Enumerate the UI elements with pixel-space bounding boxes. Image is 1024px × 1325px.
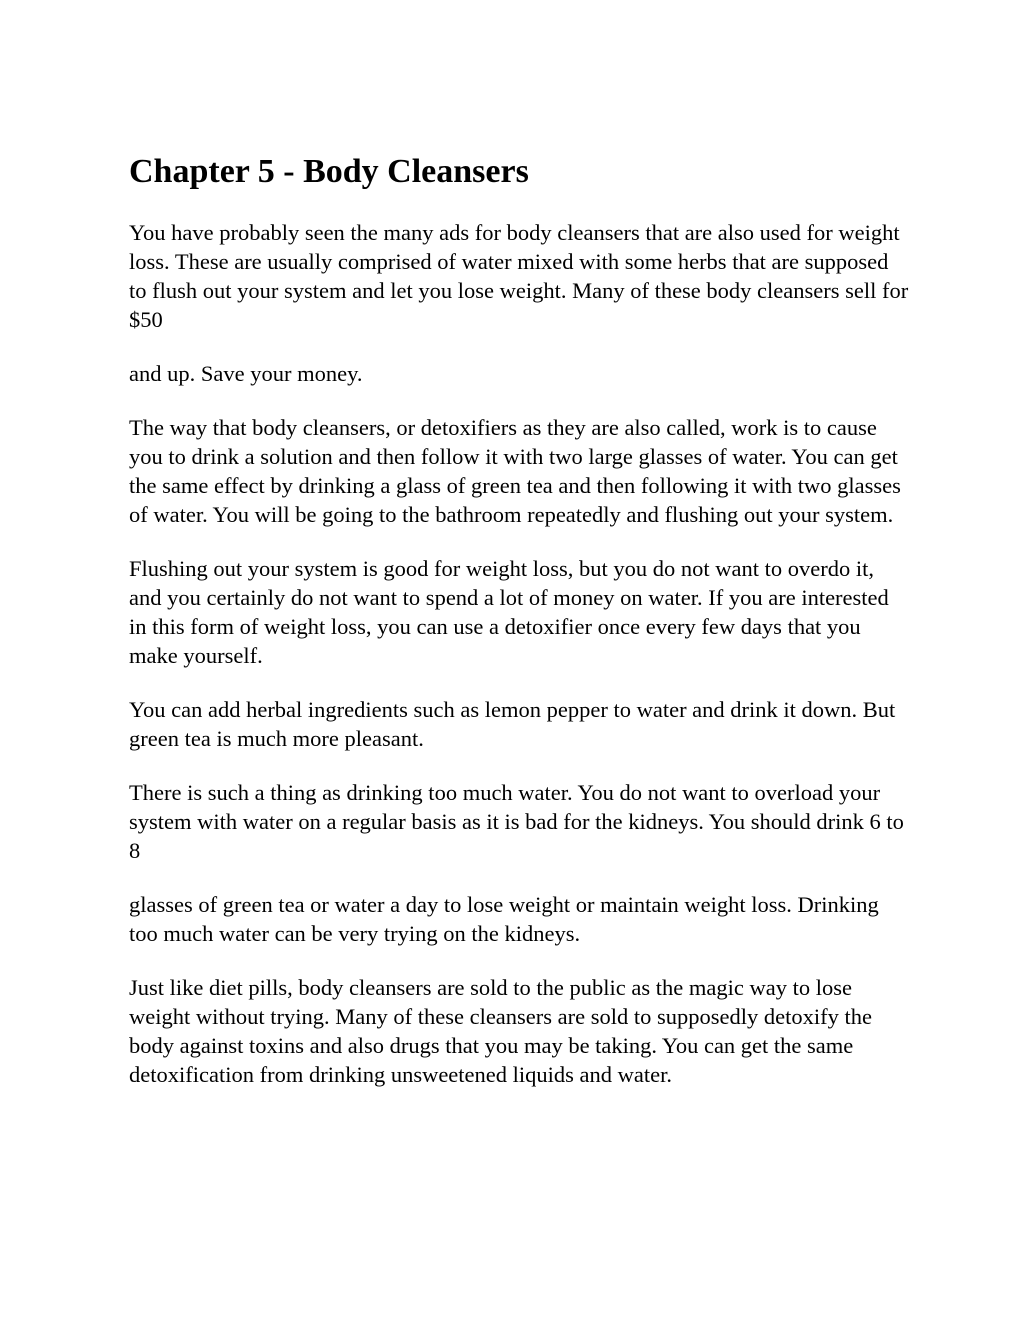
paragraph: Flushing out your system is good for weight loss, but you do not want to overdo it, and you certainly do not want to spend a lot of money on water. If you are interested in this form of weight loss, you can use a detoxifier once every few days that you make yourself. — [129, 556, 889, 668]
paragraph: Just like diet pills, body cleansers are sold to the public as the magic way to lose weight without trying. Many of these cleansers are sold to supposedly detoxify the body against toxins and also drugs that you may be taking. You can get the same detoxification from drinking unsweetened liquids and water. — [129, 975, 872, 1087]
paragraph: You can add herbal ingredients such as lemon pepper to water and drink it down. But green tea is much more pleasant. — [129, 697, 896, 751]
paragraph: glasses of green tea or water a day to lose weight or maintain weight loss. Drinking too much water can be very trying on the kidneys. — [129, 892, 879, 946]
paragraph: There is such a thing as drinking too much water. You do not want to overload your system with water on a regular basis as it is bad for the kidneys. You should drink 6 to 8 — [129, 780, 904, 863]
paragraph: and up. Save your money. — [129, 361, 363, 386]
paragraph: The way that body cleansers, or detoxifiers as they are also called, work is to cause you to drink a solution and then follow it with two large glasses of water. You can get the same effect by drinking a glass of green tea and then following it with two glasses of water. You will be going to the bathroom repeatedly and flushing out your system. — [129, 415, 901, 527]
document-page — [129, 152, 909, 1114]
paragraph: You have probably seen the many ads for body cleansers that are also used for weight loss. These are usually comprised of water mixed with some herbs that are supposed to flush out your system and let you lose weight. Many of these body cleansers sell for $50 — [129, 220, 909, 332]
chapter-title: Chapter 5 - Body Cleansers — [129, 153, 529, 190]
